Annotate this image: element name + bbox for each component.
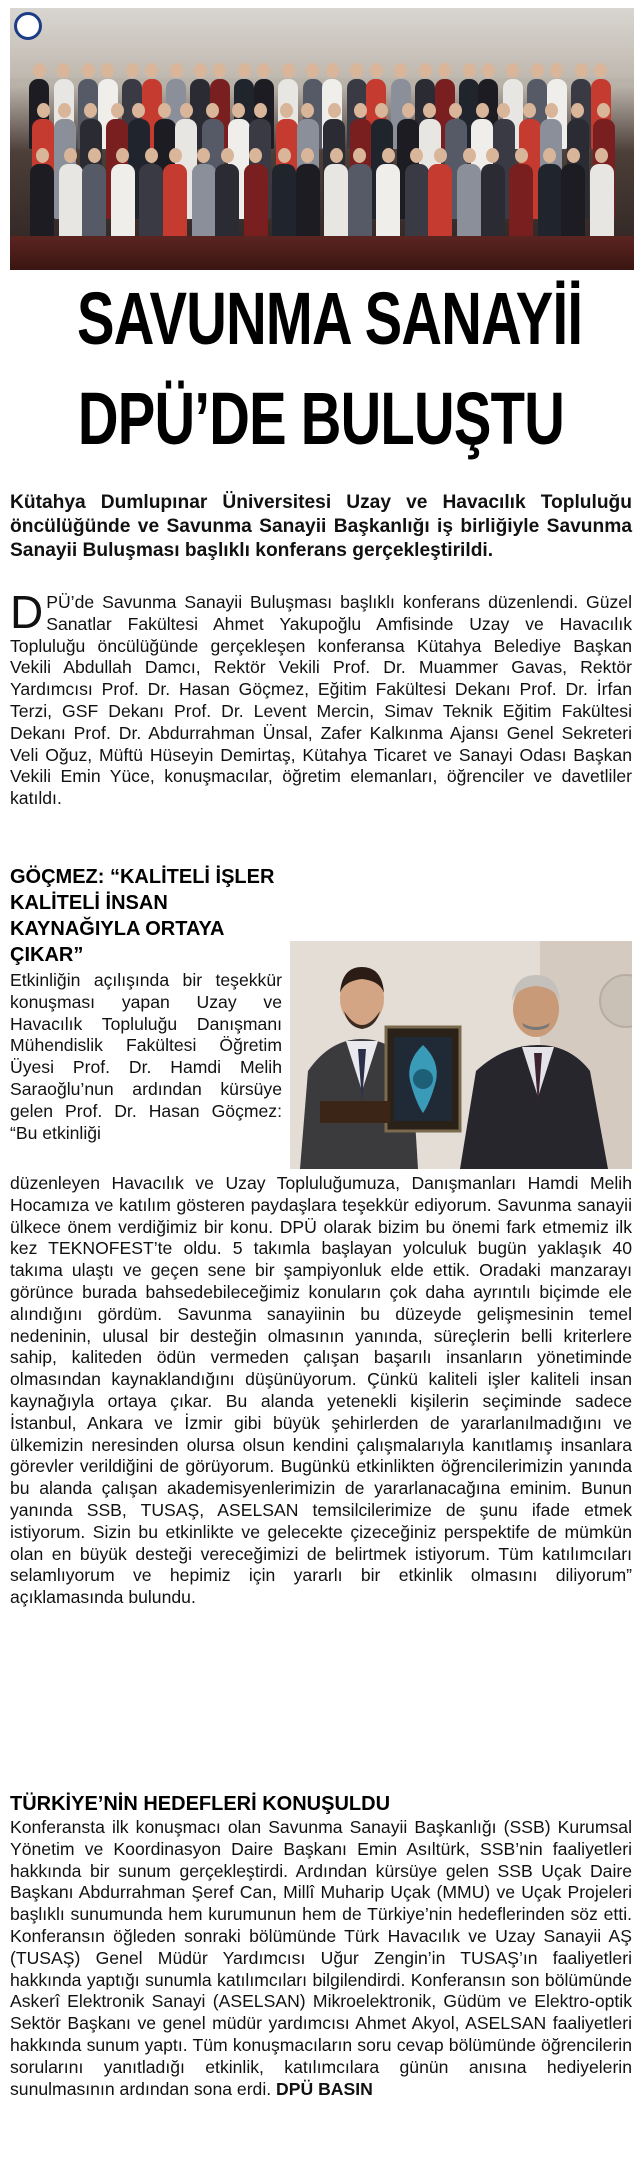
photo-person-head xyxy=(370,63,383,78)
photo-stage-floor xyxy=(10,236,634,270)
subhead-gocmez: GÖÇMEZ: “KALİTELİ İŞLER KALİTELİ İNSAN KAYNAĞIYLA ORTAYA ÇIKAR” xyxy=(10,866,275,966)
photo-person-head xyxy=(326,63,339,78)
paragraph-3 xyxy=(10,1817,632,2100)
photo-person-head xyxy=(206,103,219,118)
paragraph-3-text: Konferansta ilk konuşmacı olan Savunma Sanayii Başkanlığı (SSB) Kurumsal Yönetim ve Koordinasyon Daire Başkanı Emin Asıltürk, SSB’nin faaliyetleri hakkında bir sunum gerçekleştirdi. Ardından kürsüye gelen SSB Uçak Daire Başkanı Abdurrahman Şeref Can, Millî Muharip Uçak (MMU) ve Uçak Projeleri başlıklı sunumunda hem kurumunun hem de Türkiye’nin hedeflerinden söz etti. Konferansın öğleden sonraki bölümünde Türk Havacılık ve Uzay Sanayii AŞ (TUSAŞ) Genel Müdür Yardımcısı Uğur Zengin’in TUSAŞ’ın faaliyetleri hakkında yaptığı sunumla katılımcıları bilgilendirdi. Konferansın son bölümünde Askerî Elektronik Sanayi (ASELSAN) Mikroelektronik, Güdüm ve Elektro-optik Sektör Başkanı ve genel müdür yardımcısı Ahmet Akyol, ASELSAN faaliyetleri hakkında sunum yaptı. Tüm konuşmacıların soru cevap bölümünde öğrencilerin sorularını yanıtladığı etkinlik, katılımcılara günün anısına hediyelerin sunulmasının ardından sona erdi. xyxy=(10,1817,632,2099)
award-photo-scene xyxy=(290,941,632,1169)
photo-person-head xyxy=(434,148,447,163)
photo-person-head xyxy=(57,63,70,78)
photo-person-head xyxy=(350,63,363,78)
photo-person-head xyxy=(476,103,489,118)
signoff: DPÜ BASIN xyxy=(276,2078,373,2099)
photo-person-head xyxy=(278,148,291,163)
photo-crowd xyxy=(30,63,614,242)
photo-person-head xyxy=(37,103,50,118)
lead-paragraph: Kütahya Dumlupınar Üniversitesi Uzay ve Havacılık Topluluğu öncülüğünde ve Savunma Sanayii Başkanlığı iş birliğiyle Savunma Sanayii Buluşması başlıklı konferans gerçekleştirildi. xyxy=(10,492,632,561)
photo-person-head xyxy=(354,103,367,118)
photo-person-head xyxy=(238,63,251,78)
photo-person-head xyxy=(306,63,319,78)
photo-person-head xyxy=(132,103,145,118)
photo-person-head xyxy=(438,63,451,78)
subhead-turkiye-hedefleri: TÜRKİYE’NİN HEDEFLERİ KONUŞULDU xyxy=(10,1793,391,1815)
photo-person-head xyxy=(506,63,519,78)
photo-person-head xyxy=(197,148,210,163)
photo-person-head xyxy=(194,63,207,78)
photo-person-head xyxy=(257,63,270,78)
photo-person-head xyxy=(394,63,407,78)
photo-person-head xyxy=(531,63,544,78)
photo-person-head xyxy=(419,63,432,78)
photo-person-head xyxy=(101,63,114,78)
photo-person-head xyxy=(402,103,415,118)
photo-person-head xyxy=(382,148,395,163)
photo-person-head xyxy=(221,148,234,163)
photo-person-head xyxy=(280,103,293,118)
photo-person-head xyxy=(58,103,71,118)
photo-person-head xyxy=(180,103,193,118)
paragraph-1 xyxy=(10,586,632,810)
photo-person-head xyxy=(463,63,476,78)
photo-person-head xyxy=(545,103,558,118)
photo-person-head xyxy=(36,148,49,163)
photo-person-head xyxy=(550,63,563,78)
headline-line-2: DPÜ’DE BULUŞTU xyxy=(77,377,565,460)
group-photo xyxy=(10,8,634,270)
photo-person-head xyxy=(571,103,584,118)
photo-person-head xyxy=(463,148,476,163)
photo-person-head xyxy=(594,63,607,78)
photo-person-head xyxy=(88,148,101,163)
photo-person-head xyxy=(328,103,341,118)
photo-person-head xyxy=(515,148,528,163)
photo-person-head xyxy=(213,63,226,78)
photo-person-head xyxy=(482,63,495,78)
paragraph-2-full: düzenleyen Havacılık ve Uzay Topluluğumuza, Danışmanları Hamdi Melih Hocamıza ve katılım gösteren paydaşlara teşekkür ediyorum. Savunma sanayii ülkece önem verdiğimiz bir konu. DPÜ olarak bizim bu önemi fark etmemiz ilk kez TEKNOFEST’te oldu. 5 takımla başlayan yolculuk bugün yaklaşık 40 takıma ulaştı ve geçen sene bir şampiyonluk elde ettik. Oradaki manzarayı görünce burada bahsedebileceğimiz konuların çok daha ayrıntılı biçimde ele alındığını gördüm. Savunma sanayiinin bu düzeyde gelişmesinin temel nedeninin, ulusal bir desteğin olmasının yanında, süreçlerin belli kriterlere sahip, kaliteden ödün vermeden çalışan başarılı insanların yönetiminde olmasından kaynaklandığını düşünüyorum. Çünkü kaliteli işler kaliteli insan kaynağıyla ortaya çıkar. Bu alanda yetenekli kişilerin seçiminde sadece İstanbul, Ankara ve İzmir gibi büyük şehirlerden de yararlanılmadığını ve ülkemizin neresinden olursa olsun kendini çalışmalarıyla kanıtlamış insanlara görevler verildiğini de görüyorum. Bugünkü etkinlikten öğrencilerimizin yanında bu alanda çalışan akademisyenlerimizin de yararlanacağına eminim. Bunun yanında SSB, TUSAŞ, ASELSAN temsilcilerimize de şunu ifade etmek istiyorum. Sizin bu etkinlikte ve gelecekte çizeceğiniz perspektife de mümkün olan en büyük desteği vereceğimizi de belirtmek istiyorum. Tüm katılımcıları selamlıyorum ve hepimiz için yararlı bir etkinlik olmasını diliyorum” açıklamasında bulundu. xyxy=(10,1173,632,1608)
photo-person-head xyxy=(111,103,124,118)
photo-person-head xyxy=(497,103,510,118)
photo-person-head xyxy=(254,103,267,118)
photo-person-head xyxy=(282,63,295,78)
photo-person-head xyxy=(375,103,388,118)
photo-person-head xyxy=(423,103,436,118)
university-logo-icon xyxy=(14,12,42,40)
photo-person-head xyxy=(145,63,158,78)
photo-person-head xyxy=(145,148,158,163)
paragraph-1-text: PÜ’de Savunma Sanayii Buluşması başlıklı konferans düzenlendi. Güzel Sanatlar Fakültesi Ahmet Yakupoğlu Amfisinde Uzay ve Havacılık Topluluğu öncülüğünde gerçekleşen konferansa Kütahya Belediye Başkan Vekili Abdullah Damcı, Rektör Vekili Prof. Dr. Muammer Gavas, Rektör Yardımcısı Prof. Dr. Hasan Göçmez, Eğitim Fakültesi Dekanı Prof. Dr. İrfan Terzi, GSF Dekanı Prof. Dr. Levent Mercin, Simav Teknik Eğitim Fakültesi Dekanı Prof. Dr. Abdurrahman Ünsal, Zafer Kalkınma Ajansı Genel Sekreteri Veli Oğuz, Müftü Hüseyin Demirtaş, Kütahya Ticaret ve Sanayi Odası Başkan Vekili Emin Yüce, konuşmacılar, öğretim elemanları, öğrenciler ve davetliler katıldı. xyxy=(10,592,632,809)
photo-person-head xyxy=(486,148,499,163)
photo-person-head xyxy=(33,63,46,78)
drop-cap: D xyxy=(10,586,44,638)
photo-person-head xyxy=(82,63,95,78)
photo-person-head xyxy=(169,148,182,163)
headline-line-1: SAVUNMA SANAYİİ xyxy=(77,277,583,360)
photo-person-head xyxy=(126,63,139,78)
award-photo xyxy=(290,941,632,1169)
photo-person-head xyxy=(575,63,588,78)
photo-person-head xyxy=(330,148,343,163)
photo-person-head xyxy=(567,148,580,163)
photo-person-head xyxy=(170,63,183,78)
paragraph-2-narrow: Etkinliğin açılışında bir teşekkür konuşması yapan Uzay ve Havacılık Topluluğu Danışmanı Mühendislik Fakültesi Öğretim Üyesi Prof. Dr. Hamdi Melih Saraoğlu’nun ardından kürsüye gelen Prof. Dr. Hasan Göçmez: “Bu etkinliği xyxy=(10,970,282,1143)
